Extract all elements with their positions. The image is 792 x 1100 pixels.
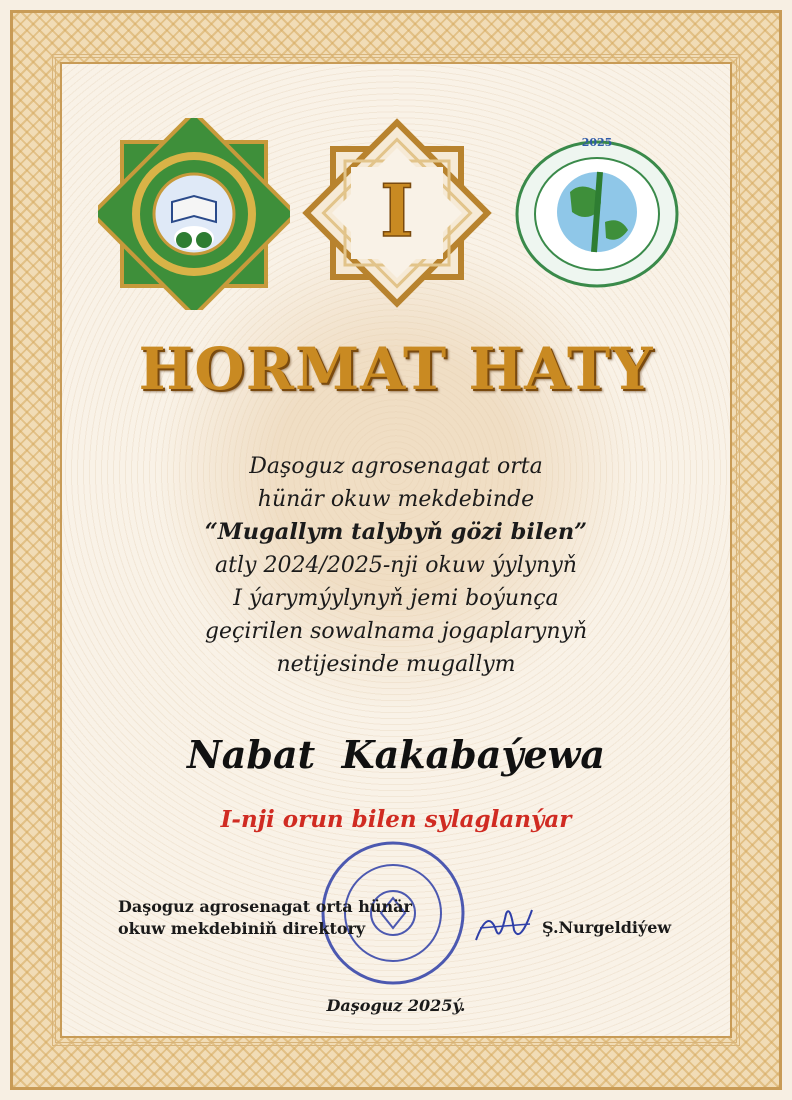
year-emblem-year: 2025 — [581, 136, 613, 149]
body-line-5: I ýarymýylynyň jemi boýunça — [233, 586, 559, 611]
body-line-7: netijesinde mugallym — [276, 652, 516, 677]
director-title — [118, 896, 458, 940]
school-emblem-icon — [98, 118, 290, 310]
year-emblem-icon — [510, 132, 685, 292]
award-line: I-nji orun bilen sylaglanýar — [220, 806, 572, 833]
center-numeral: I — [380, 168, 414, 253]
first-place-star-icon — [302, 116, 492, 310]
body-line-6: geçirilen sowalnama jogaplarynyň — [204, 619, 588, 644]
body-line-2: hünär okuw mekdebinde — [257, 487, 535, 512]
director-line-1: Daşoguz agrosenagat orta hünär — [118, 897, 412, 916]
body-line-contest-name: “Mugallym talybyň gözi bilen” — [204, 519, 588, 545]
signature-icon — [470, 900, 540, 950]
signer-name: Ş.Nurgeldiýew — [542, 918, 672, 937]
director-line-2: okuw mekdebiniň direktory — [118, 919, 366, 938]
place-and-date: Daşoguz 2025ý. — [326, 996, 466, 1015]
recipient-name: Nabat Kakabaýewa — [187, 732, 605, 777]
certificate-body — [0, 450, 792, 681]
certificate-title: HORMAT HATY — [138, 335, 654, 403]
body-line-1: Daşoguz agrosenagat orta — [249, 454, 543, 479]
body-line-4: atly 2024/2025-nji okuw ýylynyň — [215, 553, 577, 578]
